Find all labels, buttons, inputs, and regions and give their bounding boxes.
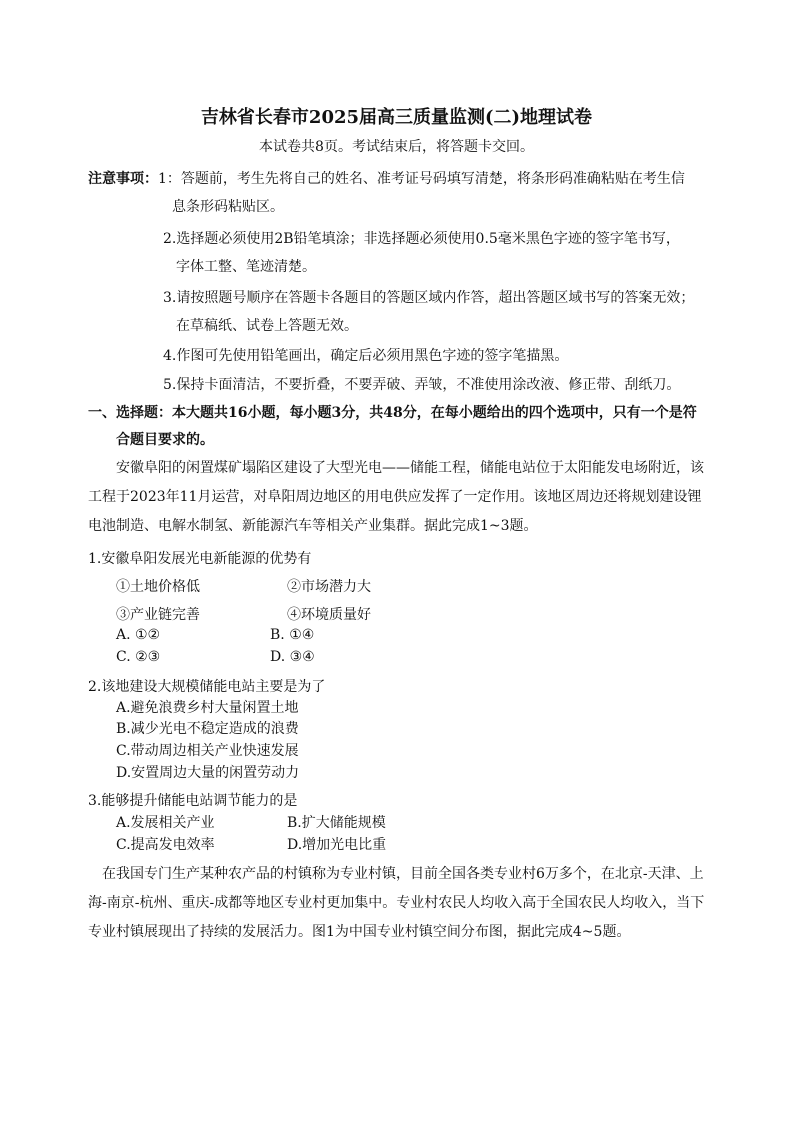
note-line: 4.作图可先使用铅笔画出，确定后必须用黑色字迹的签字笔描黑。 — [163, 348, 569, 364]
note-line: 在草稿纸、试卷上答题无效。 — [176, 318, 358, 334]
q2-option-d: D.安置周边大量的闲置劳动力 — [116, 765, 300, 781]
q1-item: ②市场潜力大 — [287, 579, 371, 595]
q3-option-c: C.提高发电效率 — [116, 837, 215, 853]
exam-subtitle: 本试卷共8页。考试结束后，将答题卡交回。 — [259, 139, 534, 155]
note-line: 字体工整、笔迹清楚。 — [176, 259, 316, 275]
q3-option-b: B.扩大储能规模 — [287, 815, 386, 831]
q2-option-b: B.减少光电不稳定造成的浪费 — [116, 721, 299, 737]
q1-item: ①土地价格低 — [116, 579, 200, 595]
q2-stem: 2.该地建设大规模储能电站主要是为了 — [88, 679, 326, 695]
section-heading: 一、选择题：本大题共16小题，每小题3分，共48分，在每小题给出的四个选项中，只有一个是符 — [88, 405, 697, 421]
q1-option-b: B. ①④ — [270, 627, 315, 643]
q3-option-d: D.增加光电比重 — [287, 837, 387, 853]
section-heading-cont: 合题目要求的。 — [116, 432, 214, 448]
q1-item: ③产业链完善 — [116, 607, 200, 623]
q1-item: ④环境质量好 — [287, 607, 371, 623]
note-line: 2.选择题必须使用2B铅笔填涂；非选择题必须使用0.5毫米黑色字迹的签字笔书写， — [163, 231, 680, 247]
q2-option-a: A.避免浪费乡村大量闲置土地 — [116, 700, 299, 716]
exam-title: 吉林省长春市2025届高三质量监测(二)地理试卷 — [200, 107, 593, 128]
q3-option-a: A.发展相关产业 — [116, 815, 215, 831]
q1-option-d: D. ③④ — [270, 649, 315, 665]
note-line: 5.保持卡面清洁，不要折叠，不要弄破、弄皱，不准使用涂改液、修正带、刮纸刀。 — [163, 377, 681, 393]
q1-option-c: C. ②③ — [116, 649, 161, 665]
note-line: 1：答题前，考生先将自己的姓名、准考证号码填写清楚，将条形码准确粘贴在考生信 — [158, 171, 685, 187]
q1-stem: 1.安徽阜阳发展光电新能源的优势有 — [88, 551, 312, 567]
passage-2: 在我国专门生产某种农产品的村镇称为专业村镇，目前全国各类专业村6万多个，在北京-天津、上海-南京-杭州、重庆-成都等地区专业村更加集中。专业村农民人均收入高于全国农民人均收入，当下专业村镇展现出了持续的发展活力。图1为中国专业村镇空间分布图，据此完成4~5题。 — [88, 866, 705, 940]
note-line: 息条形码粘贴区。 — [172, 199, 284, 215]
q2-option-c: C.带动周边相关产业快速发展 — [116, 743, 299, 759]
q3-stem: 3.能够提升储能电站调节能力的是 — [88, 793, 298, 809]
passage-1: 安徽阜阳的闲置煤矿塌陷区建设了大型光电——储能工程，储能电站位于太阳能发电场附近，该工程于2023年11月运营，对阜阳周边地区的用电供应发挥了一定作用。该地区周边还将规划建设锂电池制造、电解水制氢、新能源汽车等相关产业集群。据此完成1~3题。 — [88, 460, 704, 534]
q1-option-a: A. ①② — [116, 627, 161, 643]
note-line: 3.请按照题号顺序在答题卡各题目的答题区域内作答，超出答题区域书写的答案无效； — [163, 290, 695, 306]
notes-label: 注意事项： — [88, 171, 158, 187]
